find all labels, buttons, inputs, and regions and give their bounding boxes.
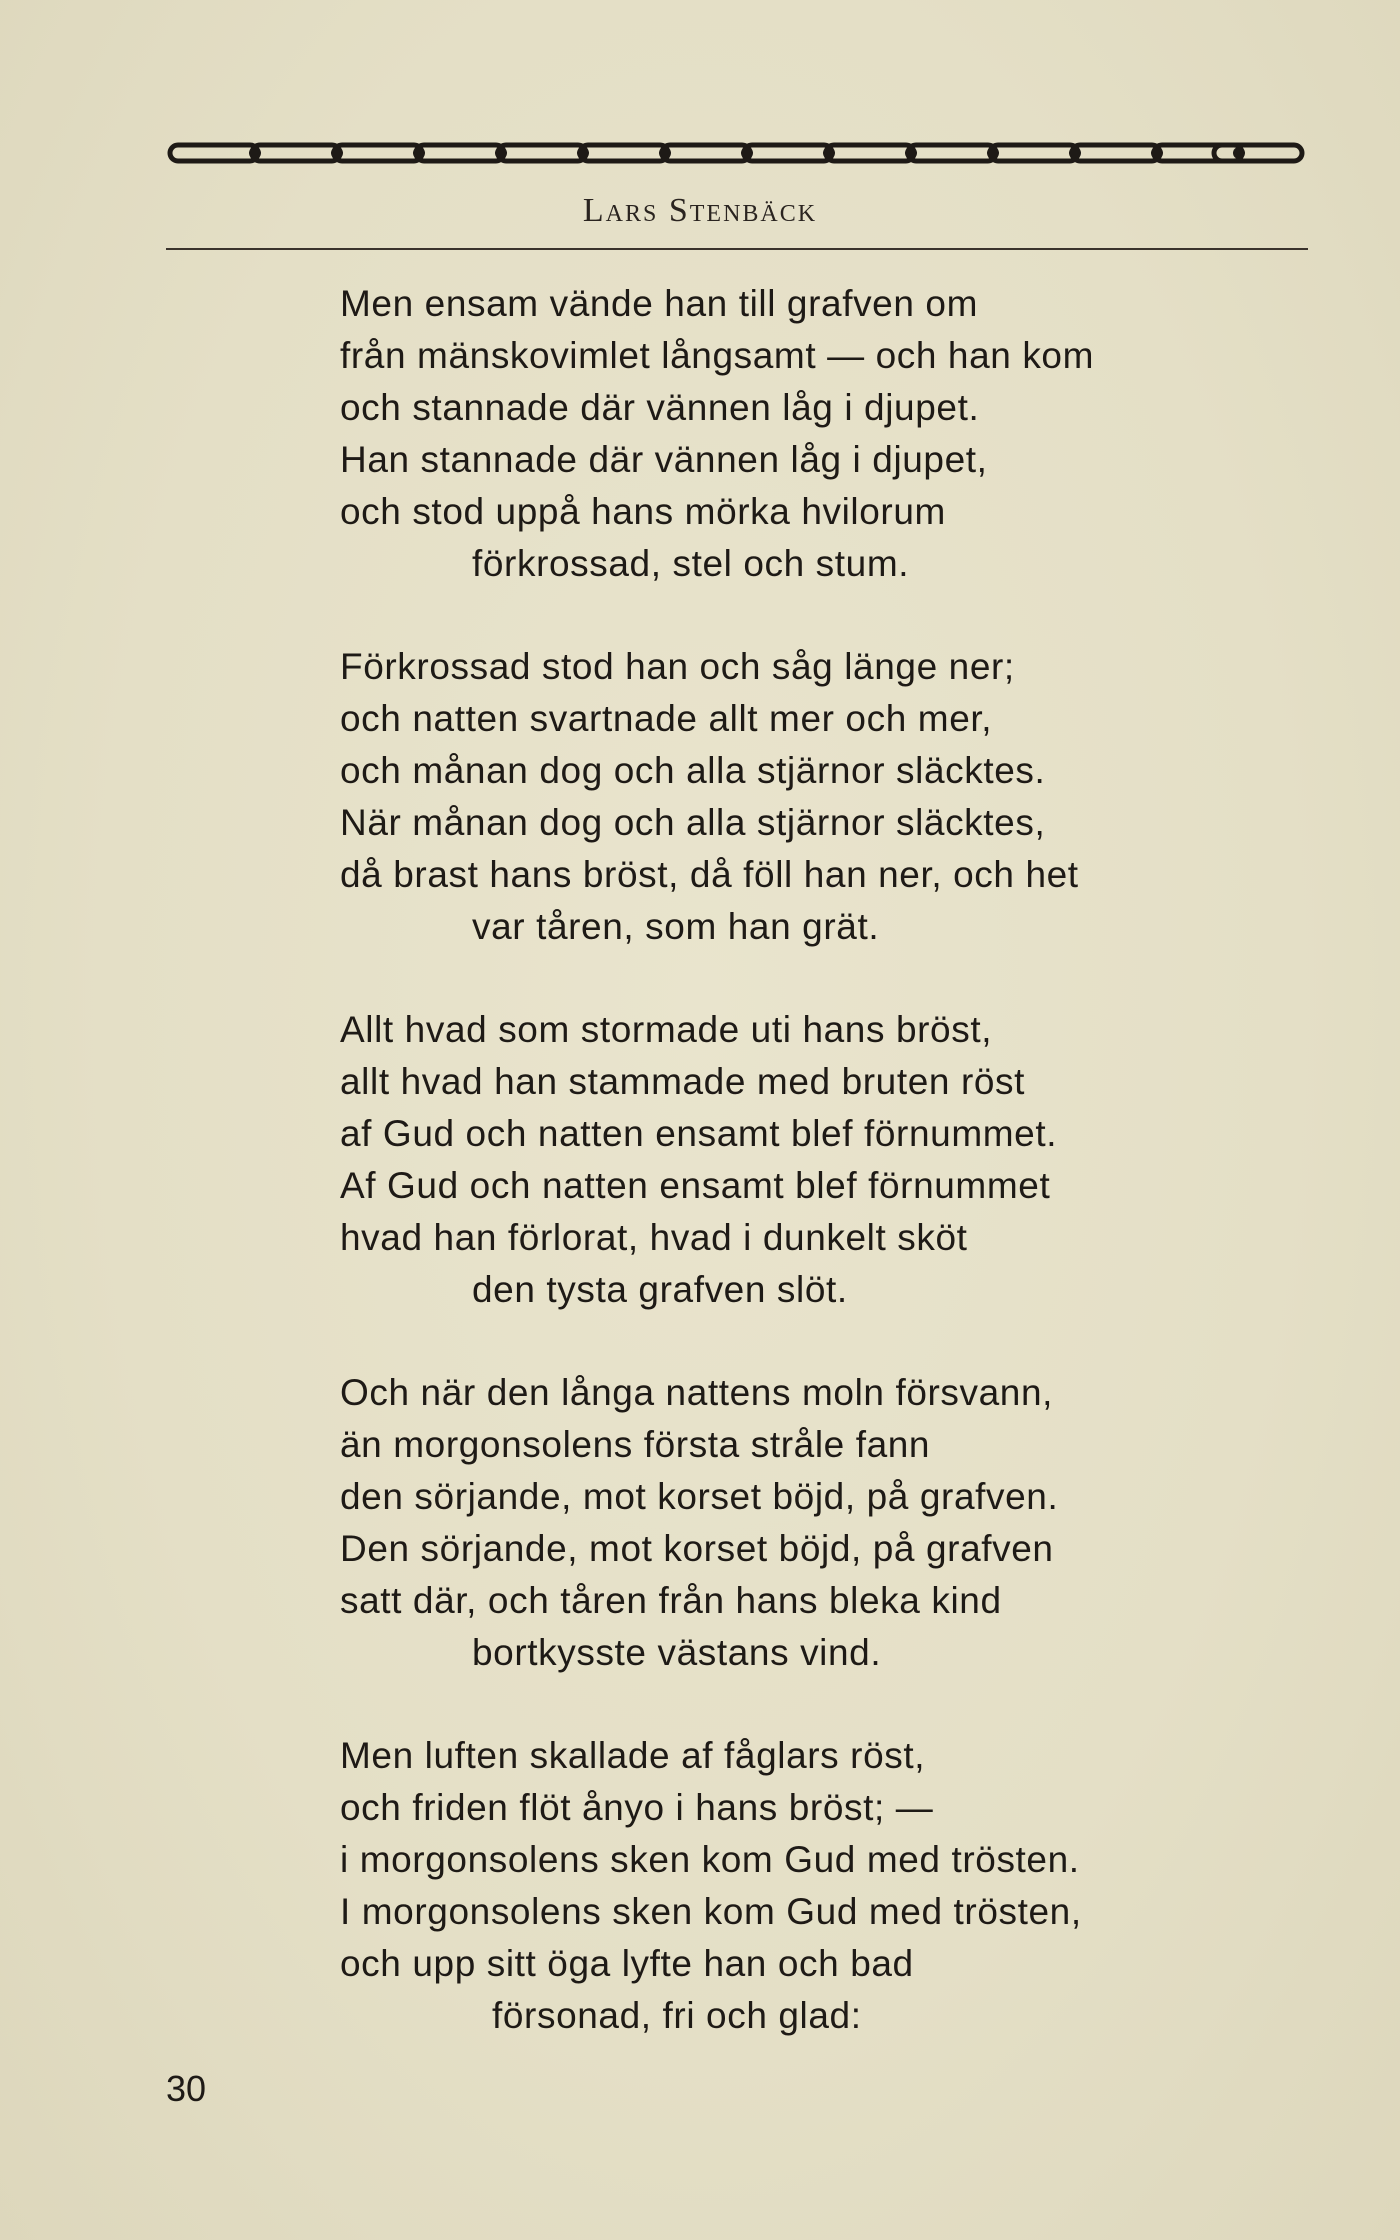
stanza-1 bbox=[340, 278, 1300, 590]
header-rule bbox=[166, 248, 1308, 250]
verse-line-indented: den tysta grafven slöt. bbox=[472, 1269, 848, 1310]
verse-line: då brast hans bröst, då föll han ner, och het bbox=[340, 854, 1079, 895]
running-header-title: Lars Stenbäck bbox=[582, 192, 818, 229]
verse-line: och natten svartnade allt mer och mer, bbox=[340, 698, 993, 739]
stanza-3 bbox=[340, 1004, 1300, 1316]
stanza-2 bbox=[340, 641, 1300, 953]
verse-line: Han stannade där vännen låg i djupet, bbox=[340, 439, 988, 480]
verse-line: I morgonsolens sken kom Gud med trösten, bbox=[340, 1891, 1082, 1932]
verse-line: satt där, och tåren från hans bleka kind bbox=[340, 1580, 1002, 1621]
verse-line: och stod uppå hans mörka hvilorum bbox=[340, 491, 946, 532]
verse-line: Den sörjande, mot korset böjd, på grafven bbox=[340, 1528, 1054, 1569]
verse-line: af Gud och natten ensamt blef förnummet. bbox=[340, 1113, 1058, 1154]
verse-line-indented: försonad, fri och glad: bbox=[492, 1995, 862, 2036]
verse-line: och stannade där vännen låg i djupet. bbox=[340, 387, 980, 428]
verse-line: Och när den långa nattens moln försvann, bbox=[340, 1372, 1054, 1413]
verse-line: Allt hvad som stormade uti hans bröst, bbox=[340, 1009, 993, 1050]
verse-line: allt hvad han stammade med bruten röst bbox=[340, 1061, 1026, 1102]
poem-body bbox=[340, 278, 1300, 2093]
verse-line: Men ensam vände han till grafven om bbox=[340, 283, 979, 324]
verse-line: och månan dog och alla stjärnor släcktes. bbox=[340, 750, 1046, 791]
verse-line: från mänskovimlet långsamt — och han kom bbox=[340, 335, 1095, 376]
stanza-4 bbox=[340, 1367, 1300, 1679]
verse-line: Af Gud och natten ensamt blef förnummet bbox=[340, 1165, 1051, 1206]
page-number: 30 bbox=[166, 2068, 207, 2109]
verse-line: hvad han förlorat, hvad i dunkelt sköt bbox=[340, 1217, 968, 1258]
verse-line-indented: förkrossad, stel och stum. bbox=[472, 543, 910, 584]
verse-line: och upp sitt öga lyfte han och bad bbox=[340, 1943, 914, 1984]
verse-line: än morgonsolens första stråle fann bbox=[340, 1424, 931, 1465]
verse-line: Förkrossad stod han och såg länge ner; bbox=[340, 646, 1015, 687]
verse-line: och friden flöt ånyo i hans bröst; — bbox=[340, 1787, 934, 1828]
verse-line-indented: bortkysste västans vind. bbox=[472, 1632, 882, 1673]
stanza-5 bbox=[340, 1730, 1300, 2042]
ornamental-chain-border bbox=[166, 138, 1306, 168]
verse-line: den sörjande, mot korset böjd, på grafven. bbox=[340, 1476, 1059, 1517]
verse-line-indented: var tåren, som han grät. bbox=[472, 906, 880, 947]
verse-line: i morgonsolens sken kom Gud med trösten. bbox=[340, 1839, 1080, 1880]
verse-line: När månan dog och alla stjärnor släcktes, bbox=[340, 802, 1046, 843]
verse-line: Men luften skallade af fåglars röst, bbox=[340, 1735, 926, 1776]
